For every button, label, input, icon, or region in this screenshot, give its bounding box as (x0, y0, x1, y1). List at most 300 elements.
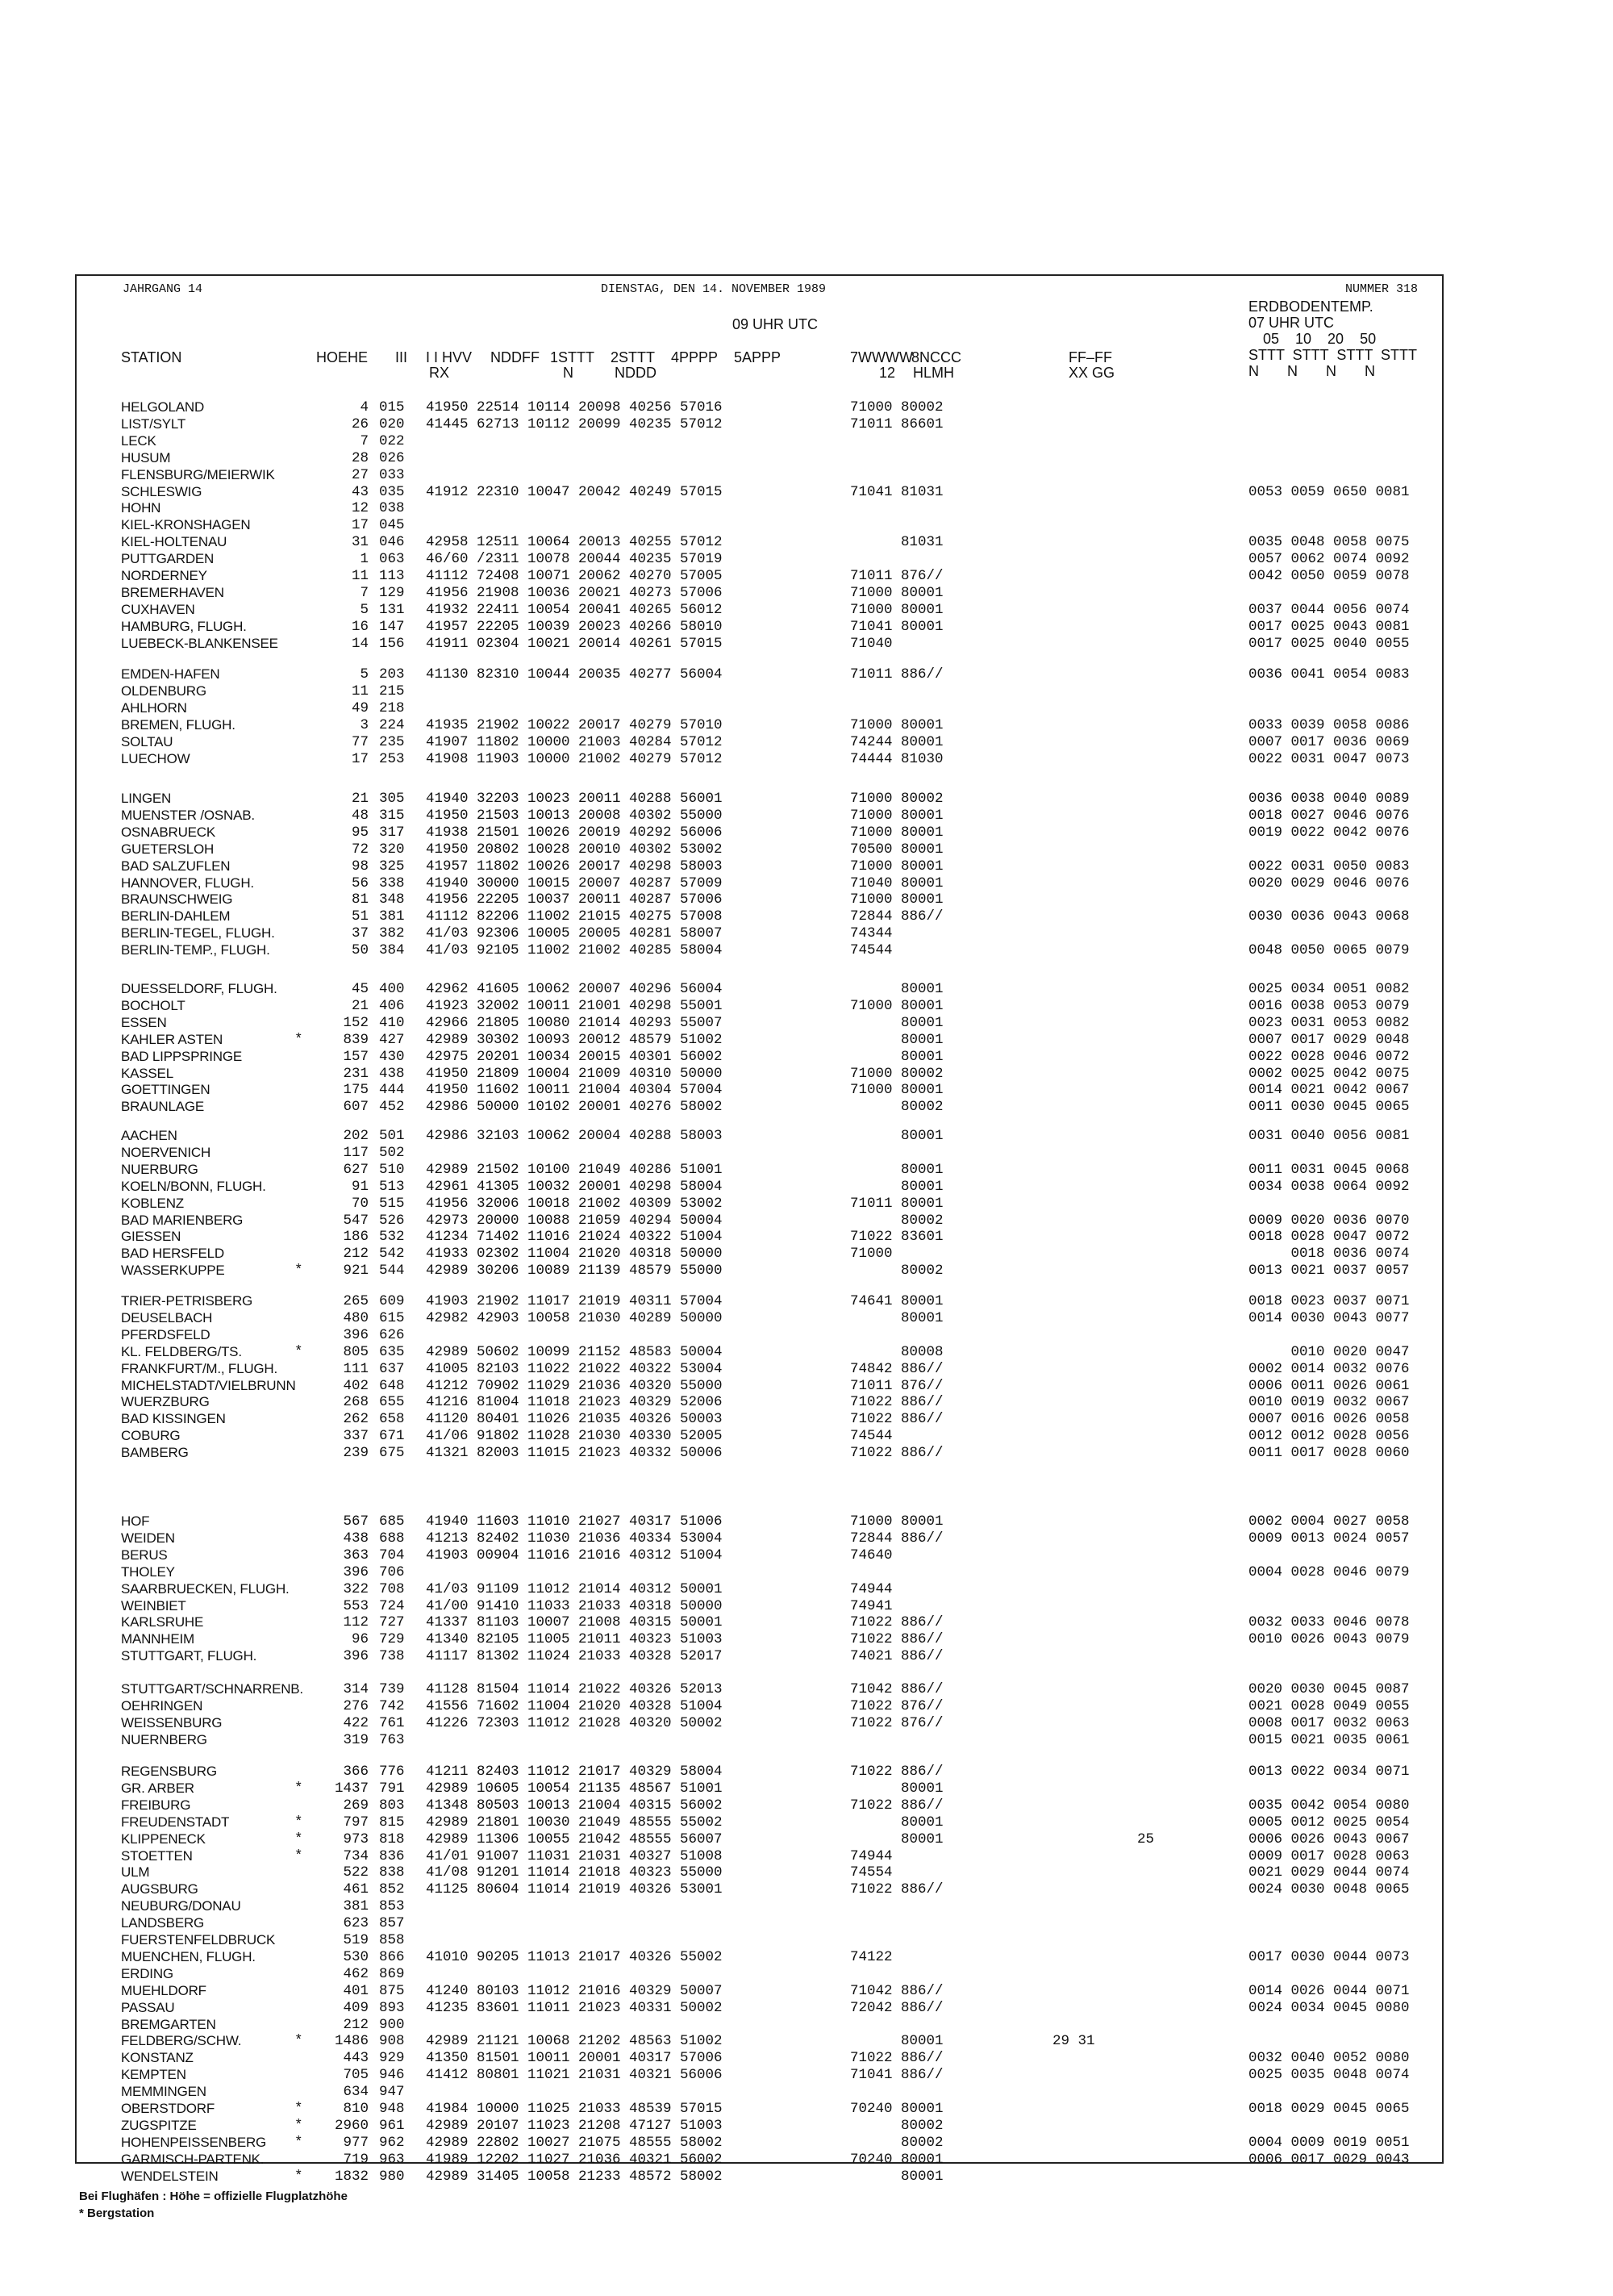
cell-g: 74944 (850, 1847, 893, 1864)
cell-s: SOLTAU (121, 733, 173, 749)
cell-i: 400 (379, 981, 405, 997)
cell-s: BOCHOLT (121, 997, 185, 1013)
cell-h: 402 (343, 1377, 369, 1394)
cell-s: BAD LIPPSPRINGE (121, 1048, 243, 1064)
cell-f: 42966 21805 10080 21014 40293 55007 (426, 1014, 723, 1031)
cell-g: 74122 (850, 1948, 893, 1965)
cell-g: 71041 80001 (850, 618, 944, 635)
table-row (0, 1581, 1613, 1597)
table-row (0, 666, 1613, 683)
cell-i: 675 (379, 1445, 405, 1462)
volume-label: JAHRGANG 14 (123, 282, 203, 296)
cell-h: 607 (343, 1099, 369, 1116)
cell-h: 268 (343, 1394, 369, 1411)
cell-h: 48 (351, 807, 369, 824)
cell-f: 41923 32002 10011 21001 40298 55001 (426, 997, 723, 1014)
cell-s: LANDSBERG (121, 1915, 205, 1931)
cell-g: 71000 80001 (850, 824, 944, 841)
table-row (0, 1445, 1613, 1461)
cell-h: 547 (343, 1212, 369, 1229)
cell-e: 0018 0023 0037 0071 (1248, 1293, 1410, 1309)
cell-f: 41120 80401 11026 21035 40326 50003 (426, 1411, 723, 1428)
cell-i: 026 (379, 449, 405, 466)
cell-g: 71000 80001 (850, 584, 944, 601)
cell-s: SCHLESWIG (121, 483, 202, 499)
table-row (0, 2033, 1613, 2049)
cell-h: 5 (360, 666, 369, 683)
cell-g: 70240 80001 (850, 2101, 944, 2117)
cell-h: 231 (343, 1065, 369, 1082)
cell-g: 80002 (850, 1099, 944, 1116)
cell-i: 803 (379, 1797, 405, 1814)
cell-e: 0024 0034 0045 0080 (1248, 1999, 1410, 2016)
cell-m: * (294, 1831, 303, 1847)
table-row (0, 1411, 1613, 1427)
col-5appp: 5APPP (734, 349, 781, 365)
cell-e: 0036 0038 0040 0089 (1248, 791, 1410, 807)
table-row (0, 1530, 1613, 1547)
soil-depths: 05 10 20 50 (1263, 331, 1377, 347)
table-row (0, 1814, 1613, 1831)
cell-h: 1832 (334, 2168, 369, 2185)
table-row (0, 1898, 1613, 1914)
cell-f: 41412 80801 11021 21031 40321 56006 (426, 2067, 723, 2084)
cell-f: 41935 21902 10022 20017 40279 57010 (426, 716, 723, 733)
cell-i: 857 (379, 1915, 405, 1932)
cell-i: 836 (379, 1847, 405, 1864)
cell-i: 305 (379, 791, 405, 807)
cell-s: MUENSTER /OSNAB. (121, 807, 255, 823)
cell-i: 853 (379, 1898, 405, 1915)
cell-g: 71022 83601 (850, 1229, 944, 1246)
table-row (0, 2017, 1613, 2033)
cell-h: 3 (360, 716, 369, 733)
cell-h: 2960 (334, 2117, 369, 2134)
cell-f: 41903 21902 11017 21019 40311 57004 (426, 1293, 723, 1309)
cell-i: 320 (379, 841, 405, 858)
cell-f: 41912 22310 10047 20042 40249 57015 (426, 483, 723, 500)
col-iii: III (395, 349, 408, 365)
cell-g: 71000 80001 (850, 601, 944, 618)
cell-i: 038 (379, 500, 405, 517)
cell-s: NEUBURG/DONAU (121, 1898, 241, 1914)
table-row (0, 891, 1613, 908)
cell-g: 71022 886// (850, 1411, 944, 1428)
table-row (0, 2000, 1613, 2016)
cell-h: 805 (343, 1343, 369, 1360)
cell-s: FUERSTENFELDBRUCK (121, 1932, 276, 1947)
cell-e: 0018 0028 0047 0072 (1248, 1229, 1410, 1246)
cell-h: 95 (351, 824, 369, 841)
cell-s: LINGEN (121, 791, 172, 806)
cell-e: 0034 0038 0064 0092 (1248, 1178, 1410, 1195)
table-row (0, 824, 1613, 841)
cell-f: 41321 82003 11015 21023 40332 50006 (426, 1445, 723, 1462)
table-row (0, 1145, 1613, 1161)
cell-f: 42989 30302 10093 20012 48579 51002 (426, 1031, 723, 1048)
cell-f: 42958 12511 10064 20013 40255 57012 (426, 534, 723, 551)
cell-e: 0023 0031 0053 0082 (1248, 1014, 1410, 1031)
cell-e: 0011 0017 0028 0060 (1248, 1445, 1410, 1462)
cell-i: 131 (379, 601, 405, 618)
cell-g: 71000 80001 (850, 1082, 944, 1099)
cell-s: HELGOLAND (121, 399, 205, 415)
cell-s: BERUS (121, 1547, 168, 1563)
cell-f: 41940 32203 10023 20011 40288 56001 (426, 791, 723, 807)
cell-e: 0032 0040 0052 0080 (1248, 2050, 1410, 2067)
cell-e: 0009 0013 0024 0057 (1248, 1530, 1410, 1547)
table-row (0, 551, 1613, 567)
cell-h: 1 (360, 551, 369, 568)
cell-e: 0020 0030 0045 0087 (1248, 1681, 1410, 1697)
cell-f: 41117 81302 11024 21033 40328 52017 (426, 1648, 723, 1665)
cell-g: 71000 80002 (850, 399, 944, 415)
cell-e: 0007 0016 0026 0058 (1248, 1411, 1410, 1428)
table-row (0, 1099, 1613, 1115)
col-4pppp: 4PPPP (671, 349, 719, 365)
cell-e: 0020 0029 0046 0076 (1248, 875, 1410, 891)
cell-s: KARLSRUHE (121, 1614, 204, 1630)
cell-f: 41348 80503 10013 21004 40315 56002 (426, 1797, 723, 1814)
cell-s: SAARBRUECKEN, FLUGH. (121, 1580, 290, 1597)
table-row (0, 925, 1613, 941)
cell-e: 0036 0041 0054 0083 (1248, 666, 1410, 683)
cell-g: 80002 (850, 2117, 944, 2134)
table-row (0, 1327, 1613, 1343)
cell-i: 875 (379, 1982, 405, 1999)
cell-g: 80001 (850, 981, 944, 997)
cell-i: 544 (379, 1263, 405, 1279)
cell-g: 80002 (850, 2134, 944, 2151)
cell-f: 41/03 91109 11012 21014 40312 50001 (426, 1580, 723, 1597)
footnote-airports: Bei Flughäfen : Höhe = offizielle Flugplatzhöhe (79, 2190, 348, 2203)
cell-i: 526 (379, 1212, 405, 1229)
table-row (0, 1513, 1613, 1530)
cell-e: 0007 0017 0029 0048 (1248, 1031, 1410, 1048)
cell-e: 0008 0017 0032 0063 (1248, 1714, 1410, 1731)
cell-f: 41950 21503 10013 20008 40302 55000 (426, 807, 723, 824)
cell-h: 366 (343, 1764, 369, 1780)
cell-e: 0021 0029 0044 0074 (1248, 1864, 1410, 1881)
cell-h: 27 (351, 466, 369, 483)
table-row (0, 1764, 1613, 1780)
cell-f: 41957 11802 10026 20017 40298 58003 (426, 858, 723, 875)
table-row (0, 1213, 1613, 1229)
cell-e: 0022 0031 0050 0083 (1248, 858, 1410, 875)
cell-h: 152 (343, 1014, 369, 1031)
cell-h: 422 (343, 1714, 369, 1731)
cell-h: 4 (360, 399, 369, 415)
cell-i: 609 (379, 1293, 405, 1309)
cell-h: 112 (343, 1614, 369, 1631)
cell-s: NORDERNEY (121, 568, 207, 583)
cell-h: 186 (343, 1229, 369, 1246)
cell-h: 17 (351, 750, 369, 767)
cell-f: 42989 11306 10055 21042 48555 56007 (426, 1831, 723, 1847)
cell-h: 921 (343, 1263, 369, 1279)
cell-s: FRANKFURT/M., FLUGH. (121, 1360, 278, 1376)
cell-s: GOETTINGEN (121, 1082, 210, 1098)
cell-h: 265 (343, 1293, 369, 1309)
cell-s: KOELN/BONN, FLUGH. (121, 1178, 266, 1194)
cell-g: 80001 (850, 1780, 944, 1797)
cell-i: 513 (379, 1178, 405, 1195)
cell-s: FREUDENSTADT (121, 1814, 230, 1830)
cell-s: OLDENBURG (121, 683, 206, 699)
cell-e: 0006 0017 0029 0043 (1248, 2151, 1410, 2168)
col-12: 12 (879, 365, 896, 381)
table-row (0, 1564, 1613, 1580)
cell-s: HAMBURG, FLUGH. (121, 618, 247, 634)
cell-i: 704 (379, 1547, 405, 1563)
table-row (0, 1983, 1613, 1999)
cell-f: 41956 22205 10037 20011 40287 57006 (426, 891, 723, 908)
cell-h: 50 (351, 942, 369, 959)
cell-g: 80001 (850, 1014, 944, 1031)
cell-i: 791 (379, 1780, 405, 1797)
cell-s: BREMERHAVEN (121, 584, 224, 600)
cell-s: OEHRINGEN (121, 1697, 203, 1714)
table-row (0, 1229, 1613, 1245)
cell-e: 0004 0009 0019 0051 (1248, 2134, 1410, 2151)
cell-f: 41950 11602 10011 21004 40304 57004 (426, 1082, 723, 1099)
cell-i: 738 (379, 1648, 405, 1665)
cell-g: 71022 886// (850, 1881, 944, 1898)
cell-i: 866 (379, 1948, 405, 1965)
table-row (0, 942, 1613, 958)
cell-e: 0018 0036 0074 (1248, 1246, 1410, 1263)
cell-h: 461 (343, 1881, 369, 1898)
cell-f: 41984 10000 11025 21033 48539 57015 (426, 2101, 723, 2117)
cell-g: 80001 (850, 2033, 944, 2050)
table-row (0, 751, 1613, 767)
cell-s: KLIPPENECK (121, 1831, 206, 1847)
cell-i: 444 (379, 1082, 405, 1099)
cell-s: BAD SALZUFLEN (121, 858, 231, 874)
cell-e: 0002 0025 0042 0075 (1248, 1065, 1410, 1082)
cell-i: 818 (379, 1831, 405, 1847)
cell-g: 74941 (850, 1597, 893, 1614)
cell-i: 156 (379, 635, 405, 652)
cell-e: 0011 0031 0045 0068 (1248, 1161, 1410, 1178)
cell-g: 71000 80001 (850, 716, 944, 733)
cell-h: 175 (343, 1082, 369, 1099)
cell-i: 215 (379, 683, 405, 699)
soil-temp-title: ERDBODENTEMP. (1248, 298, 1373, 315)
cell-h: 96 (351, 1631, 369, 1648)
cell-h: 314 (343, 1681, 369, 1697)
table-row (0, 1394, 1613, 1410)
cell-f: 42962 41605 10062 20007 40296 56004 (426, 981, 723, 997)
footnote-mountain: * Bergstation (79, 2206, 155, 2220)
table-row (0, 500, 1613, 516)
cell-g: 71042 886// (850, 1982, 944, 1999)
table-row (0, 2135, 1613, 2151)
cell-f: 41350 81501 10011 20001 40317 57006 (426, 2050, 723, 2067)
cell-f: 46/60 /2311 10078 20044 40235 57019 (426, 551, 723, 568)
cell-i: 033 (379, 466, 405, 483)
cell-g: 71022 886// (850, 1614, 944, 1631)
cell-h: 797 (343, 1814, 369, 1831)
cell-e: 0057 0062 0074 0092 (1248, 551, 1410, 568)
cell-e: 0006 0011 0026 0061 (1248, 1377, 1410, 1394)
cell-h: 734 (343, 1847, 369, 1864)
cell-i: 708 (379, 1580, 405, 1597)
cell-s: NUERBURG (121, 1161, 198, 1177)
cell-e: 0032 0033 0046 0078 (1248, 1614, 1410, 1631)
cell-s: COBURG (121, 1428, 181, 1444)
cell-s: LUEBECK-BLANKENSEE (121, 635, 278, 651)
cell-g: 71000 80001 (850, 807, 944, 824)
cell-i: 615 (379, 1309, 405, 1326)
cell-i: 515 (379, 1195, 405, 1212)
cell-s: LUECHOW (121, 750, 190, 766)
cell-f: 41956 21908 10036 20021 40273 57006 (426, 584, 723, 601)
cell-e: 0004 0028 0046 0079 (1248, 1563, 1410, 1580)
cell-i: 203 (379, 666, 405, 683)
cell-g: 74944 (850, 1580, 893, 1597)
cell-g: 80001 (850, 1161, 944, 1178)
cell-m: * (294, 1847, 303, 1864)
cell-h: 530 (343, 1948, 369, 1965)
cell-s: BAMBERG (121, 1445, 189, 1461)
cell-i: 438 (379, 1065, 405, 1082)
cell-i: 510 (379, 1161, 405, 1178)
col-n: N (563, 365, 573, 381)
cell-i: 946 (379, 2067, 405, 2084)
cell-s: KASSEL (121, 1065, 173, 1081)
cell-h: 7 (360, 432, 369, 449)
cell-g: 80008 (850, 1343, 944, 1360)
cell-f: 41938 21501 10026 20019 40292 56006 (426, 824, 723, 841)
table-row (0, 534, 1613, 550)
cell-i: 317 (379, 824, 405, 841)
cell-h: 337 (343, 1428, 369, 1445)
cell-i: 427 (379, 1031, 405, 1048)
cell-g: 80001 (850, 1309, 944, 1326)
cell-f: 41445 62713 10112 20099 40235 57012 (426, 415, 723, 432)
table-row (0, 602, 1613, 618)
cell-i: 724 (379, 1597, 405, 1614)
table-row (0, 1196, 1613, 1212)
cell-i: 045 (379, 517, 405, 534)
table-row (0, 399, 1613, 415)
cell-h: 322 (343, 1580, 369, 1597)
cell-h: 77 (351, 733, 369, 750)
cell-f: 41216 81004 11018 21023 40329 52006 (426, 1394, 723, 1411)
cell-m: * (294, 2168, 303, 2185)
cell-g: 80001 (850, 1048, 944, 1065)
table-row (0, 619, 1613, 635)
cell-f: 42989 31405 10058 21233 48572 58002 (426, 2168, 723, 2185)
cell-g: 74244 80001 (850, 733, 944, 750)
cell-i: 858 (379, 1932, 405, 1948)
cell-f: 41/00 91410 11033 21033 40318 50000 (426, 1597, 723, 1614)
cell-e: 0010 0019 0032 0067 (1248, 1394, 1410, 1411)
cell-f: 41128 81504 11014 21022 40326 52013 (426, 1681, 723, 1697)
cell-h: 319 (343, 1731, 369, 1748)
cell-h: 111 (343, 1360, 369, 1377)
cell-e: 0010 0026 0043 0079 (1248, 1631, 1410, 1648)
cell-g: 71000 80001 (850, 1513, 944, 1530)
cell-g: 72042 886// (850, 1999, 944, 2016)
cell-h: 12 (351, 500, 369, 517)
cell-e: 0035 0042 0054 0080 (1248, 1797, 1410, 1814)
cell-e: 0014 0026 0044 0071 (1248, 1982, 1410, 1999)
cell-f: 42982 42903 10058 21030 40289 50000 (426, 1309, 723, 1326)
cell-i: 655 (379, 1394, 405, 1411)
cell-h: 977 (343, 2134, 369, 2151)
cell-h: 269 (343, 1797, 369, 1814)
cell-i: 384 (379, 942, 405, 959)
cell-s: NOERVENICH (121, 1144, 211, 1160)
cell-g: 74021 886// (850, 1648, 944, 1665)
col-station: STATION (121, 349, 182, 365)
cell-g: 71022 886// (850, 1394, 944, 1411)
table-row (0, 1049, 1613, 1065)
cell-s: BREMGARTEN (121, 2016, 216, 2032)
cell-h: 634 (343, 2084, 369, 2101)
cell-h: 14 (351, 635, 369, 652)
soil-temp-time: 07 UHR UTC (1248, 315, 1335, 331)
table-row (0, 1547, 1613, 1563)
col-xx-gg: XX GG (1069, 365, 1115, 381)
cell-g: 71011 876// (850, 1377, 944, 1394)
cell-s: FLENSBURG/MEIERWIK (121, 466, 275, 482)
cell-f: 41/03 92105 11002 21002 40285 58004 (426, 942, 723, 959)
cell-f: 41240 80103 11012 21016 40329 50007 (426, 1982, 723, 1999)
table-row (0, 981, 1613, 997)
cell-h: 212 (343, 1246, 369, 1263)
cell-s: NUERNBERG (121, 1731, 207, 1747)
cell-h: 381 (343, 1898, 369, 1915)
cell-e: 0031 0040 0056 0081 (1248, 1128, 1410, 1144)
table-row (0, 2101, 1613, 2117)
cell-g: 71022 886// (850, 1445, 944, 1462)
cell-f: 42989 21801 10030 21049 48555 55002 (426, 1814, 723, 1831)
cell-g: 74544 (850, 942, 893, 959)
cell-i: 035 (379, 483, 405, 500)
cell-i: 063 (379, 551, 405, 568)
cell-i: 742 (379, 1697, 405, 1714)
cell-e: 0033 0039 0058 0086 (1248, 716, 1410, 733)
cell-m: * (294, 2117, 303, 2134)
table-row (0, 1293, 1613, 1309)
cell-s: LECK (121, 432, 156, 449)
cell-i: 929 (379, 2050, 405, 2067)
cell-h: 401 (343, 1982, 369, 1999)
cell-h: 157 (343, 1048, 369, 1065)
cell-s: FREIBURG (121, 1797, 191, 1813)
cell-s: AUGSBURG (121, 1881, 198, 1897)
cell-s: BRAUNLAGE (121, 1099, 205, 1115)
cell-f: 42973 20000 10088 21059 40294 50004 (426, 1212, 723, 1229)
table-row (0, 734, 1613, 750)
table-row (0, 1344, 1613, 1360)
cell-s: AHLHORN (121, 699, 187, 716)
cell-i: 635 (379, 1343, 405, 1360)
cell-e: 0011 0030 0045 0065 (1248, 1099, 1410, 1116)
cell-i: 224 (379, 716, 405, 733)
cell-h: 480 (343, 1309, 369, 1326)
cell-s: HOHENPEISSENBERG (121, 2134, 267, 2150)
cell-f: 41/06 91802 11028 21030 40330 52005 (426, 1428, 723, 1445)
cell-i: 381 (379, 908, 405, 925)
cell-i: 838 (379, 1864, 405, 1881)
cell-x: 29 31 (1052, 2033, 1095, 2050)
cell-h: 810 (343, 2101, 369, 2117)
cell-e: 0017 0025 0040 0055 (1248, 635, 1410, 652)
